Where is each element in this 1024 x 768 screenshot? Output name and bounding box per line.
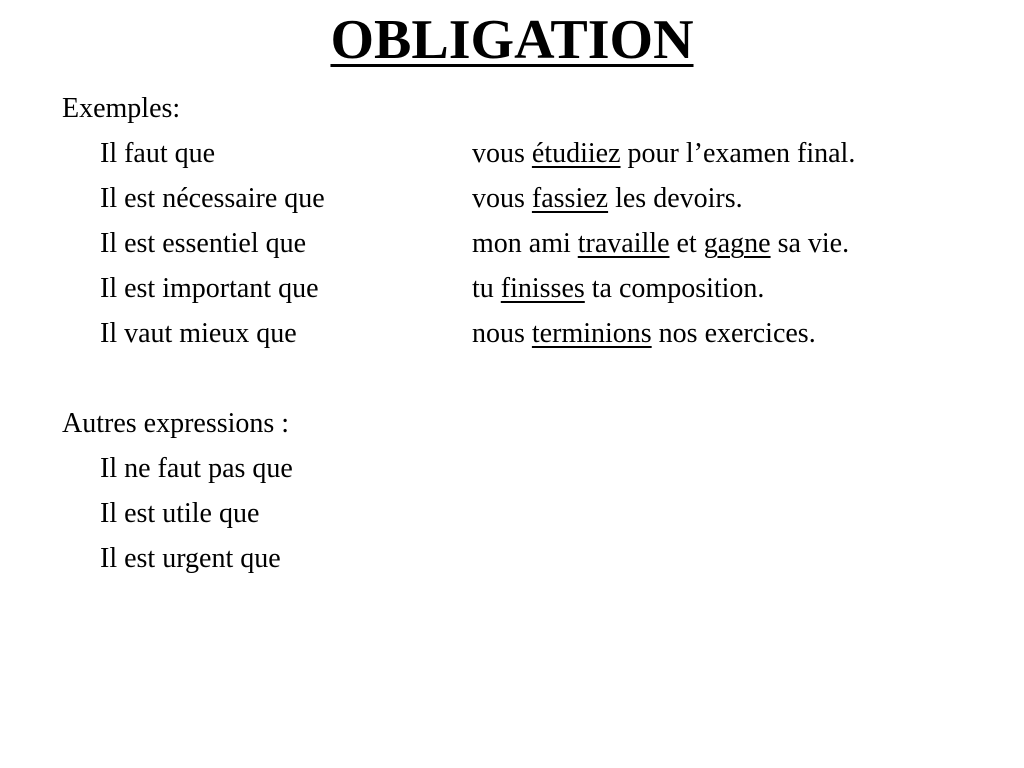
underlined-verb: gagne bbox=[703, 228, 771, 259]
other-expressions-heading: Autres expressions : bbox=[62, 408, 290, 439]
example-expression: Il vaut mieux que bbox=[100, 318, 297, 349]
other-expression: Il est urgent que bbox=[100, 543, 281, 574]
clause-text: mon ami bbox=[472, 228, 578, 259]
clause-text: sa vie. bbox=[770, 228, 850, 259]
example-clause bbox=[472, 317, 816, 351]
underlined-verb: terminions bbox=[531, 318, 652, 349]
example-expression: Il est essentiel que bbox=[100, 228, 307, 259]
underlined-verb: finisses bbox=[500, 273, 585, 304]
other-expression: Il est utile que bbox=[100, 498, 260, 529]
example-clause bbox=[472, 227, 849, 261]
clause-text: nous bbox=[472, 318, 532, 349]
other-expression: Il ne faut pas que bbox=[100, 453, 293, 484]
clause-text: et bbox=[669, 228, 704, 259]
underlined-verb: travaille bbox=[577, 228, 670, 259]
examples-heading: Exemples: bbox=[62, 93, 181, 124]
clause-text: tu bbox=[472, 273, 501, 304]
example-clause bbox=[472, 182, 743, 216]
underlined-verb: fassiez bbox=[531, 183, 609, 214]
example-expression: Il est important que bbox=[100, 273, 319, 304]
clause-text: vous bbox=[472, 183, 532, 214]
example-expression: Il faut que bbox=[100, 138, 216, 169]
clause-text: ta composition. bbox=[584, 273, 765, 304]
clause-text: les devoirs. bbox=[608, 183, 743, 214]
underlined-verb: étudiiez bbox=[531, 138, 621, 169]
example-clause bbox=[472, 137, 855, 171]
clause-text: vous bbox=[472, 138, 532, 169]
example-clause bbox=[472, 272, 764, 306]
slide-title: OBLIGATION bbox=[330, 9, 694, 71]
clause-text: nos exercices. bbox=[651, 318, 816, 349]
clause-text: pour l’examen final. bbox=[620, 138, 856, 169]
example-expression: Il est nécessaire que bbox=[100, 183, 325, 214]
